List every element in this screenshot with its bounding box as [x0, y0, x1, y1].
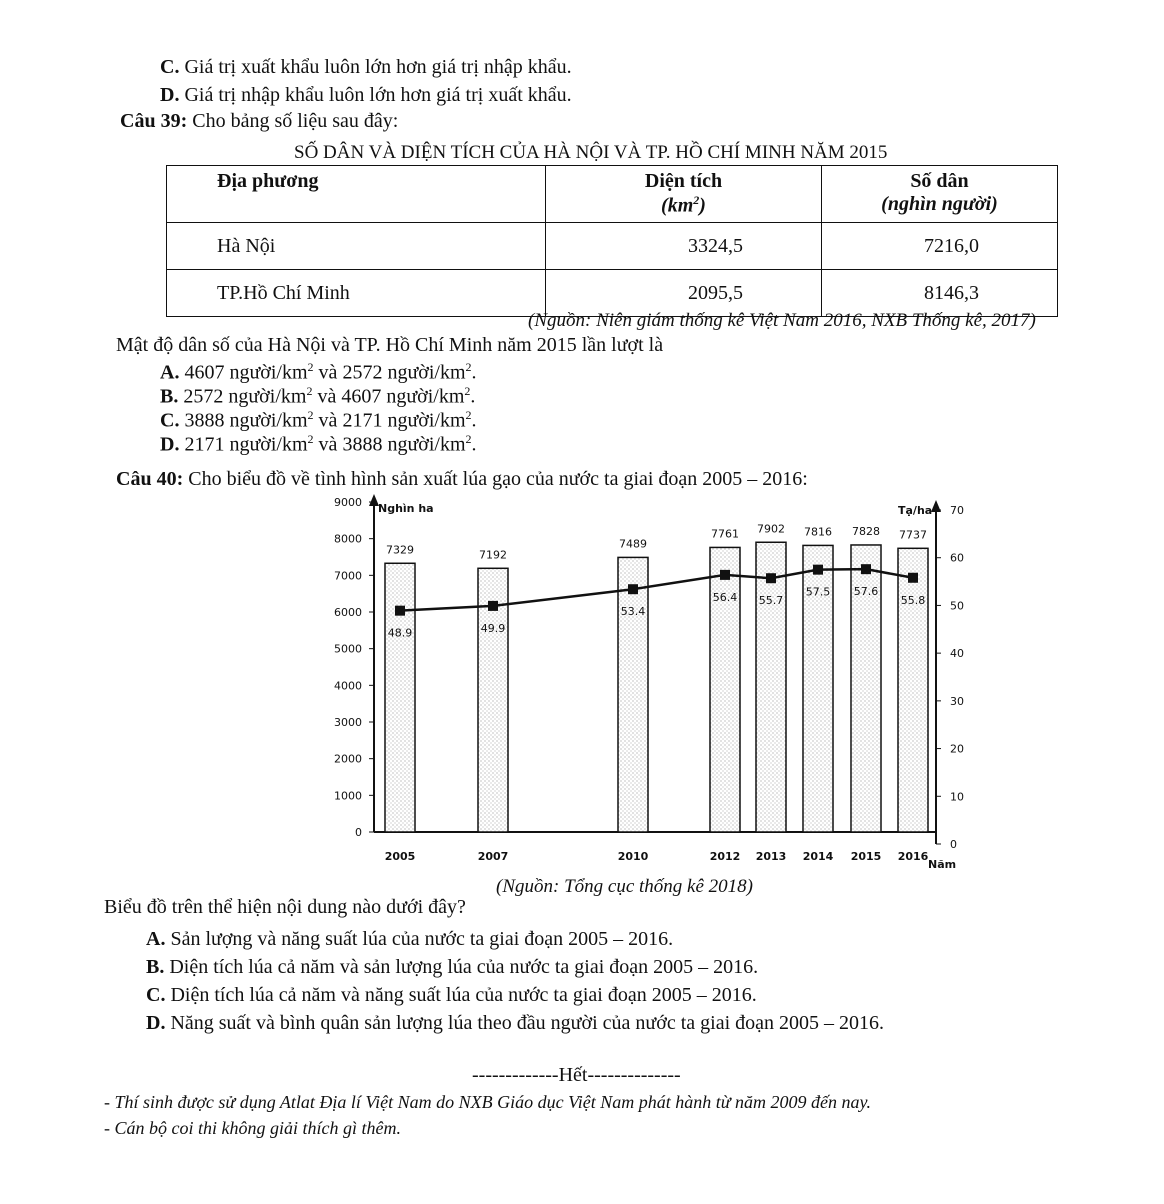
yield-value-label: 55.7 — [758, 594, 784, 608]
header-area-unit: $(km^2)$ — [661, 193, 706, 217]
footer-note-2: - Cán bộ coi thi không giải thích gì thêm. — [104, 1118, 401, 1138]
bar-value-label: 7828 — [852, 524, 880, 538]
unit-base: người/km — [387, 361, 466, 384]
bar-value-label: 7761 — [711, 527, 739, 541]
header-place: Địa phương — [167, 166, 546, 223]
option-letter: D. — [146, 1012, 166, 1034]
yield-point — [908, 573, 918, 583]
option-text: Năng suất và bình quân sản lượng lúa theo đầu người của nước ta giai đoạn 2005 – 2016. — [170, 1012, 884, 1034]
option-value-2: 3888 — [342, 433, 383, 456]
yield-point — [395, 606, 405, 616]
option-letter: B. — [160, 385, 179, 408]
left-tick-label: 6000 — [334, 606, 362, 619]
left-tick-label: 2000 — [334, 752, 362, 766]
yield-value-label: 55.8 — [900, 593, 926, 607]
unit-exp: 2 — [465, 360, 472, 374]
header-pop-label: Số dân — [910, 170, 969, 192]
unit-base: người/km — [228, 385, 307, 408]
q39-question: Mật độ dân số của Hà Nội và TP. Hồ Chí Minh năm 2015 lần lượt là — [116, 334, 664, 356]
yield-value-label: 49.9 — [480, 621, 506, 635]
x-tick-label: 2013 — [755, 850, 787, 863]
yield-line — [400, 569, 913, 611]
q40-option-c — [146, 984, 757, 1007]
yield-value-label: 56.4 — [712, 590, 738, 604]
x-tick-label: 2005 — [384, 850, 416, 863]
option-letter: A. — [160, 361, 180, 384]
right-tick-label: 30 — [950, 694, 964, 708]
yield-point — [628, 584, 638, 594]
q39-option-d: D. 2171 người/$km^2$ và 3888 người/$km^2$. — [160, 432, 477, 456]
right-tick-label: 70 — [950, 504, 964, 517]
q39-option-c: C. 3888 người/$km^2$ và 2171 người/$km^2$. — [160, 408, 477, 432]
x-tick-label: 2015 — [850, 850, 882, 863]
unit-exp: 2 — [306, 384, 313, 398]
bar-value-label: 7192 — [479, 548, 507, 562]
bar — [756, 542, 786, 832]
q40-option-d — [146, 1012, 884, 1035]
option-letter: B. — [146, 956, 165, 978]
option-text: Diện tích lúa cả năm và sản lượng lúa của nước ta giai đoạn 2005 – 2016. — [169, 956, 759, 978]
cell-area: 3324,5 — [546, 223, 822, 270]
left-tick-label: 8000 — [334, 532, 362, 546]
option-letter: A. — [146, 928, 166, 950]
x-tick-label: 2016 — [897, 850, 929, 863]
bar-value-label: 7737 — [899, 528, 927, 542]
option-letter: D. — [160, 84, 180, 106]
cell-pop: 7216,0 — [822, 223, 1058, 270]
option-value-2: 4607 — [341, 385, 382, 408]
bar-value-label: 7489 — [619, 537, 647, 551]
left-axis-label: Nghìn ha — [378, 502, 434, 515]
table-title: SỐ DÂN VÀ DIỆN TÍCH CỦA HÀ NỘI VÀ TP. HỒ CHÍ MINH NĂM 2015 — [294, 142, 888, 163]
option-value-2: 2572 — [342, 361, 383, 384]
question-intro: Cho biểu đồ về tình hình sản xuất lúa gạo của nước ta giai đoạn 2005 – 2016: — [188, 468, 808, 490]
q39-option-b: B. 2572 người/$km^2$ và 4607 người/$km^2$. — [160, 384, 476, 408]
unit-base: người/km — [387, 433, 466, 456]
option-value-1: 2171 — [184, 433, 225, 456]
option-text: Giá trị xuất khẩu luôn lớn hơn giá trị nhập khẩu. — [184, 56, 572, 78]
left-tick-label: 9000 — [334, 496, 362, 509]
unit-base: người/km — [229, 361, 308, 384]
and-word: và — [318, 433, 338, 456]
option-letter: C. — [160, 56, 180, 78]
x-tick-label: 2007 — [477, 850, 509, 863]
right-tick-label: 0 — [950, 838, 957, 851]
cell-area: 2095,5 — [546, 270, 822, 317]
q40-source: (Nguồn: Tổng cục thống kê 2018) — [496, 876, 753, 897]
right-axis-label: Tạ/ha — [898, 504, 933, 517]
right-tick-label: 50 — [950, 599, 964, 613]
x-tick-label: 2010 — [617, 850, 649, 863]
cell-place: TP.Hồ Chí Minh — [167, 270, 546, 317]
and-word: và — [318, 361, 338, 384]
bar — [618, 557, 648, 832]
option-letter: C. — [160, 409, 180, 432]
footer-note-1: - Thí sinh được sử dụng Atlat Địa lí Việt Nam do NXB Giáo dục Việt Nam phát hành từ năm 2009 đến nay. — [104, 1092, 872, 1112]
unit-exp: 2 — [307, 408, 314, 422]
yield-point — [720, 570, 730, 580]
area-unit-exp: 2 — [693, 193, 700, 207]
cell-pop: 8146,3 — [822, 270, 1058, 317]
question-label: Câu 39: — [120, 110, 188, 132]
unit-base: người/km — [229, 433, 308, 456]
option-value-1: 4607 — [184, 361, 225, 384]
right-tick-label: 40 — [950, 647, 964, 661]
unit-base: người/km — [229, 409, 308, 432]
bar-value-label: 7902 — [757, 522, 785, 536]
yield-value-label: 48.9 — [387, 626, 413, 640]
left-tick-label: 7000 — [334, 569, 362, 583]
unit-base: người/km — [386, 385, 465, 408]
cell-place: Hà Nội — [167, 223, 546, 270]
q40-option-b — [146, 956, 758, 979]
option-value-1: 3888 — [184, 409, 225, 432]
option-text: Diện tích lúa cả năm và năng suất lúa của nước ta giai đoạn 2005 – 2016. — [170, 984, 757, 1006]
option-value-1: 2572 — [183, 385, 224, 408]
option-letter: D. — [160, 433, 180, 456]
q40-option-a — [146, 928, 673, 951]
yield-value-label: 53.4 — [620, 605, 646, 619]
yield-point — [488, 601, 498, 611]
right-tick-label: 10 — [950, 790, 964, 804]
left-tick-label: 0 — [355, 826, 362, 839]
yield-value-label: 57.6 — [853, 585, 879, 599]
option-text: Sản lượng và năng suất lúa của nước ta giai đoạn 2005 – 2016. — [170, 928, 674, 950]
question-label: Câu 40: — [116, 468, 184, 490]
q40-question: Biểu đồ trên thể hiện nội dung nào dưới đây? — [104, 896, 466, 918]
left-tick-label: 3000 — [334, 716, 362, 729]
right-tick-label: 60 — [950, 551, 964, 565]
option-letter: C. — [146, 984, 166, 1006]
x-tick-label: 2012 — [709, 850, 741, 863]
unit-exp: 2 — [464, 384, 471, 398]
bar — [898, 548, 928, 832]
and-word: và — [317, 385, 337, 408]
x-tick-label: 2014 — [802, 850, 834, 863]
unit-exp: 2 — [307, 432, 314, 446]
yield-value-label: 57.5 — [805, 585, 831, 599]
left-tick-label: 4000 — [334, 679, 362, 693]
bar-value-label: 7816 — [804, 525, 832, 539]
unit-exp: 2 — [465, 432, 472, 446]
q39-option-a: A. 4607 người/$km^2$ và 2572 người/$km^2$. — [160, 360, 477, 384]
yield-point — [861, 564, 871, 574]
q39-source: (Nguồn: Niên giám thống kê Việt Nam 2016, NXB Thống kê, 2017) — [528, 310, 1036, 331]
area-unit-base: km — [667, 194, 694, 217]
yield-point — [813, 565, 823, 575]
end-marker: -------------Hết-------------- — [472, 1064, 681, 1086]
x-axis-label: Năm — [928, 858, 957, 871]
option-value-2: 2171 — [342, 409, 383, 432]
left-tick-label: 5000 — [334, 642, 362, 656]
and-word: và — [318, 409, 338, 432]
option-text: Giá trị nhập khẩu luôn lớn hơn giá trị xuất khẩu. — [184, 84, 572, 106]
unit-base: người/km — [387, 409, 466, 432]
bar — [385, 563, 415, 832]
unit-exp: 2 — [465, 408, 472, 422]
left-tick-label: 1000 — [334, 789, 362, 803]
bar-value-label: 7329 — [386, 543, 414, 557]
question-intro: Cho bảng số liệu sau đây: — [192, 110, 399, 132]
header-area-label: Diện tích — [644, 170, 723, 192]
yield-point — [766, 573, 776, 583]
right-tick-label: 20 — [950, 742, 964, 756]
header-pop-unit: (nghìn người) — [881, 193, 998, 215]
chart-line — [395, 564, 918, 619]
unit-exp: 2 — [307, 360, 314, 374]
